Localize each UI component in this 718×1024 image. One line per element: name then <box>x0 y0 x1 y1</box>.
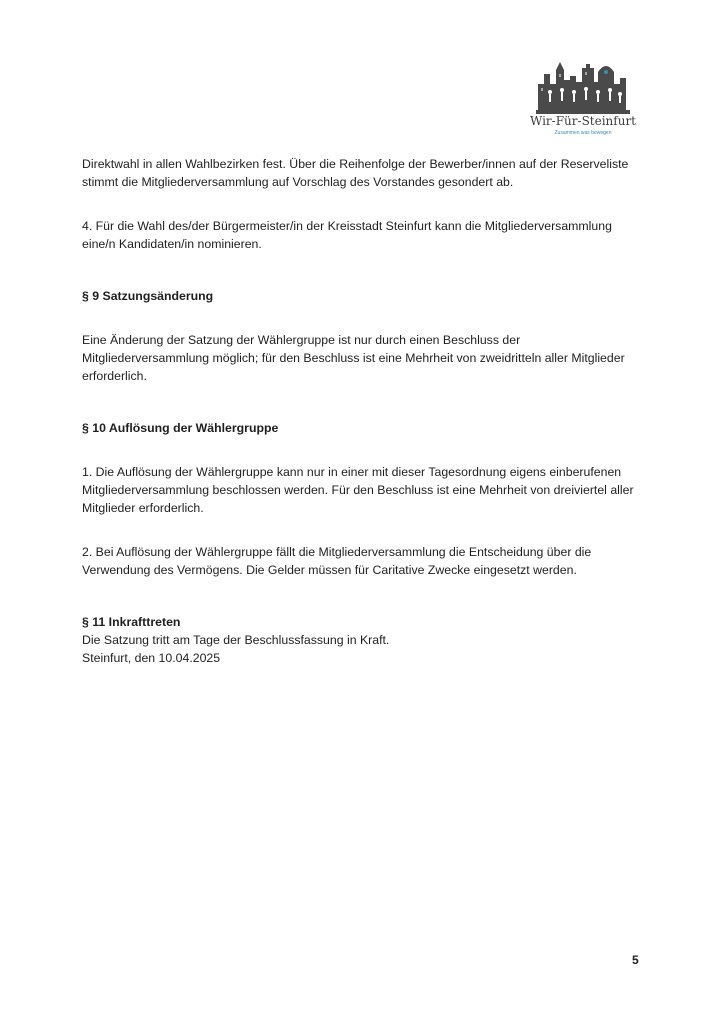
section-heading-11: § 11 Inkrafttreten <box>82 615 181 629</box>
page-number: 5 <box>632 953 639 967</box>
paragraph-satzungsaenderung: Eine Änderung der Satzung der Wählergruppe ist nur durch einen Beschluss der Mitgliederversammlung möglich; für den Beschluss ist eine Mehrheit von zweidritteln aller Mitglieder erforderlich. <box>82 333 625 383</box>
paragraph-aufloesung-2: 2. Bei Auflösung der Wählergruppe fällt die Mitgliederversammlung die Entscheidung über die Verwendung des Vermögens. Die Gelder müssen für Caritative Zwecke eingesetzt werden. <box>82 545 592 577</box>
skyline-icon <box>536 58 630 114</box>
paragraph-direktwahl: Direktwahl in allen Wahlbezirken fest. Über die Reihenfolge der Bewerber/innen auf der Reserveliste stimmt die Mitgliederversammlung auf Vorschlag des Vorstandes gesondert ab. <box>82 157 629 189</box>
paragraph-date: Steinfurt, den 10.04.2025 <box>82 651 221 665</box>
section-heading-10: § 10 Auflösung der Wählergruppe <box>82 421 279 435</box>
section-heading-9: § 9 Satzungsänderung <box>82 289 214 303</box>
logo-title: Wir-Für-Steinfurt <box>529 114 637 128</box>
logo-tagline: Zusammen was bewegen <box>554 130 612 136</box>
paragraph-inkrafttreten: Die Satzung tritt am Tage der Beschlussfassung in Kraft. <box>82 633 390 647</box>
paragraph-buergermeister: 4. Für die Wahl des/der Bürgermeister/in der Kreisstadt Steinfurt kann die Mitgliederversammlung eine/n Kandidaten/in nominieren. <box>82 219 612 251</box>
wir-fuer-steinfurt-logo <box>528 58 638 140</box>
paragraph-aufloesung-1: 1. Die Auflösung der Wählergruppe kann nur in einer mit dieser Tagesordnung eigens einberufenen Mitgliederversammlung beschlossen werden. Für den Beschluss ist eine Mehrheit von dreiviertel aller Mitglieder erforderlich. <box>82 465 634 515</box>
document-body <box>82 155 642 667</box>
